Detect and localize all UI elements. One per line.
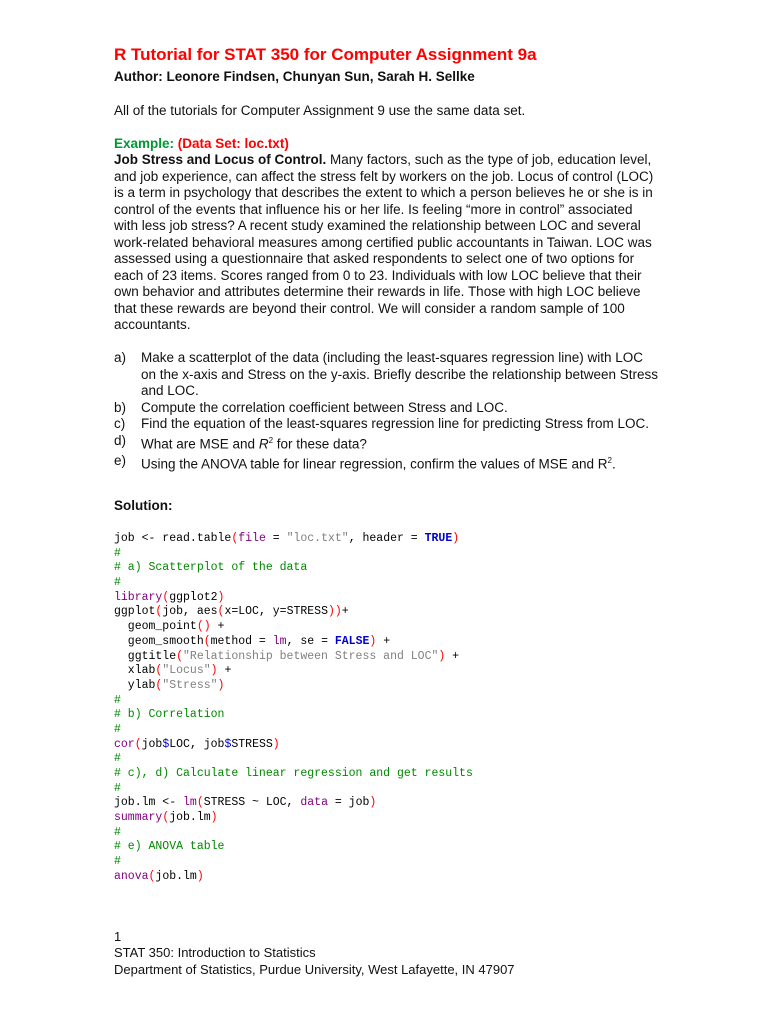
code-token: ( [148,869,156,883]
code-token: # b) Correlation [114,708,225,722]
code-token: ggtitle [114,649,177,663]
code-token: # [114,546,121,560]
code-token: ) [452,532,460,545]
code-token: ggplot2 [169,590,218,604]
question-item [114,433,659,453]
code-token: ) [210,664,218,678]
code-token: # [114,855,121,869]
code-token: ylab [114,678,156,692]
question-letter: b) [114,399,127,415]
code-token: ggplot [114,605,156,619]
dataset-label: (Data Set: loc.txt) [177,136,289,151]
paragraph-heading: Job Stress and Locus of Control. [114,152,327,167]
code-token: + [210,620,225,634]
code-token: cor [114,737,135,751]
question-letter: a) [114,350,127,365]
code-token: # e) ANOVA table [114,840,225,854]
question-letter: e) [114,452,127,468]
code-token: # [114,722,121,736]
code-token: LOC, job [169,737,225,751]
code-token: library [114,590,163,604]
code-token: # [114,781,121,795]
code-token: job, aes [162,605,218,619]
code-token: , se = [286,634,335,648]
code-token: ) [210,811,218,825]
document-title: R Tutorial for STAT 350 for Computer Assignment 9a [114,45,537,64]
code-line [114,605,473,620]
department-line: Department of Statistics, Purdue University, West Lafayette, IN 47907 [114,961,515,977]
code-line [114,782,473,797]
code-token: ( [231,532,239,545]
code-token: # c), d) Calculate linear regression and get results [114,767,473,780]
code-token: + [341,605,349,619]
code-token: ) [369,634,377,648]
code-token: xlab [114,664,156,678]
code-token: x=LOC, y=STRESS [224,605,328,619]
question-text-part: for these data? [273,436,367,451]
code-token: # [114,576,121,590]
code-token: ( [217,605,225,619]
code-token: = job [327,796,370,810]
code-line [114,532,473,547]
code-token: job.lm [169,811,211,825]
code-token: ( [155,664,163,678]
code-token: $ [224,737,232,751]
question-list [114,350,659,473]
code-line [114,855,473,870]
code-token: ) [369,796,377,810]
code-token: # a) Scatterplot of the data [114,561,308,575]
code-line [114,796,473,811]
code-token: ( [155,678,163,692]
example-paragraph [114,152,654,334]
code-token: = [265,532,287,545]
code-token: STRESS [231,737,273,751]
code-token: "Relationship between Stress and LOC" [183,649,439,663]
code-line [114,561,473,576]
code-token: job [141,737,163,751]
code-line [114,664,473,679]
code-line [114,826,473,841]
code-token: + [217,664,232,678]
code-token: TRUE [424,532,453,545]
code-token: + [445,649,460,663]
example-label: Example: [114,136,175,151]
code-token: + [376,634,391,648]
code-token: ) [217,590,225,604]
code-token: STRESS ~ LOC, [203,796,301,810]
question-text-part: What are MSE and [141,436,259,451]
code-token: "loc.txt" [286,532,349,545]
code-token: "Stress" [162,678,218,692]
code-line [114,694,473,709]
code-token: summary [114,811,163,825]
question-text: Find the equation of the least-squares regression line for predicting Stress from LOC. [141,416,650,431]
code-line [114,620,473,635]
code-line [114,635,473,650]
code-token: () [196,620,211,634]
question-letter: c) [114,416,126,431]
code-token: ) [272,737,280,751]
r-symbol: R [258,436,269,451]
code-token: FALSE [334,634,370,648]
question-text [141,453,659,473]
code-token: ( [134,737,142,751]
paragraph-body: Many factors, such as the type of job, education level, and job experience, can affect the stress felt by workers on the job. Locus of control (LOC) is a term in psychology that describes the extent to which a person believes he or she is in control of the events that influence his or her life. Is feeling “more in control” associated with less job stress? A recent study examined the relationship between LOC and several work-related behavioral measures among certified public accountants in Taiwan. LOC was assessed using a questionnaire that asked respondents to select one of two options for each of 23 items. Scores ranged from 0 to 23. Individuals with low LOC believe that their own behavior and attributes determine their rewards in life. Those with high LOC believe that these rewards are beyond their control. We will consider a random sample of 100 accountants. [114,152,654,332]
superscript: 2 [268,435,274,445]
question-text-part: Using the ANOVA table for linear regression, confirm the values of MSE and R [141,456,608,471]
superscript: 2 [607,455,612,465]
code-line [114,708,473,723]
question-text-part: . [611,456,616,471]
question-item [114,416,659,433]
question-item [114,400,659,417]
page-footer [114,929,515,978]
code-token: data [300,796,328,810]
page-number: 1 [114,929,122,944]
question-text: Make a scatterplot of the data (including the least-squares regression line) with LOC on the x-axis and Stress on the y-axis. Briefly describe the relationship between Stress and LOC. [141,350,659,398]
code-token: ( [162,590,170,604]
question-text [141,433,659,453]
code-token: ( [176,649,184,663]
code-token: , header = [348,532,425,545]
question-text: Compute the correlation coefficient between Stress and LOC. [141,399,508,415]
code-token: ) [438,649,446,663]
question-item [114,350,659,400]
code-block [114,532,473,885]
code-line [114,870,473,885]
code-token: # [114,693,121,707]
code-line [114,738,473,753]
code-token: ) [196,869,204,883]
code-token: geom_smooth [114,634,204,648]
code-token: "Locus" [162,664,211,678]
code-token: file [238,532,266,545]
code-line [114,650,473,665]
code-token: method = [210,634,273,648]
code-token: lm [272,634,287,648]
code-token: # [114,825,121,839]
code-line [114,679,473,694]
code-line [114,767,473,782]
question-item [114,453,659,473]
code-line [114,723,473,738]
code-token: geom_point [114,620,197,634]
code-token: # [114,752,121,766]
code-token: ( [196,796,204,810]
code-line [114,811,473,826]
code-token: lm [183,796,197,810]
question-letter: d) [114,432,127,448]
code-token: ) [217,678,225,692]
example-heading [114,136,289,151]
code-token: $ [162,737,170,751]
code-line [114,576,473,591]
course-name: STAT 350: Introduction to Statistics [114,945,316,961]
code-token: ( [155,605,163,619]
author-line: Author: Leonore Findsen, Chunyan Sun, Sarah H. Sellke [114,69,475,84]
code-token: job <- read.table [114,532,232,545]
code-line [114,547,473,562]
code-line [114,591,473,606]
solution-heading: Solution: [114,498,173,513]
code-line [114,752,473,767]
code-line [114,840,473,855]
code-token: anova [114,869,149,883]
code-token: )) [327,605,342,619]
intro-text: All of the tutorials for Computer Assignment 9 use the same data set. [114,103,526,118]
code-token: job.lm <- [114,796,184,810]
code-token: ( [162,811,170,825]
code-token: ( [203,634,211,648]
code-token: job.lm [155,869,197,883]
